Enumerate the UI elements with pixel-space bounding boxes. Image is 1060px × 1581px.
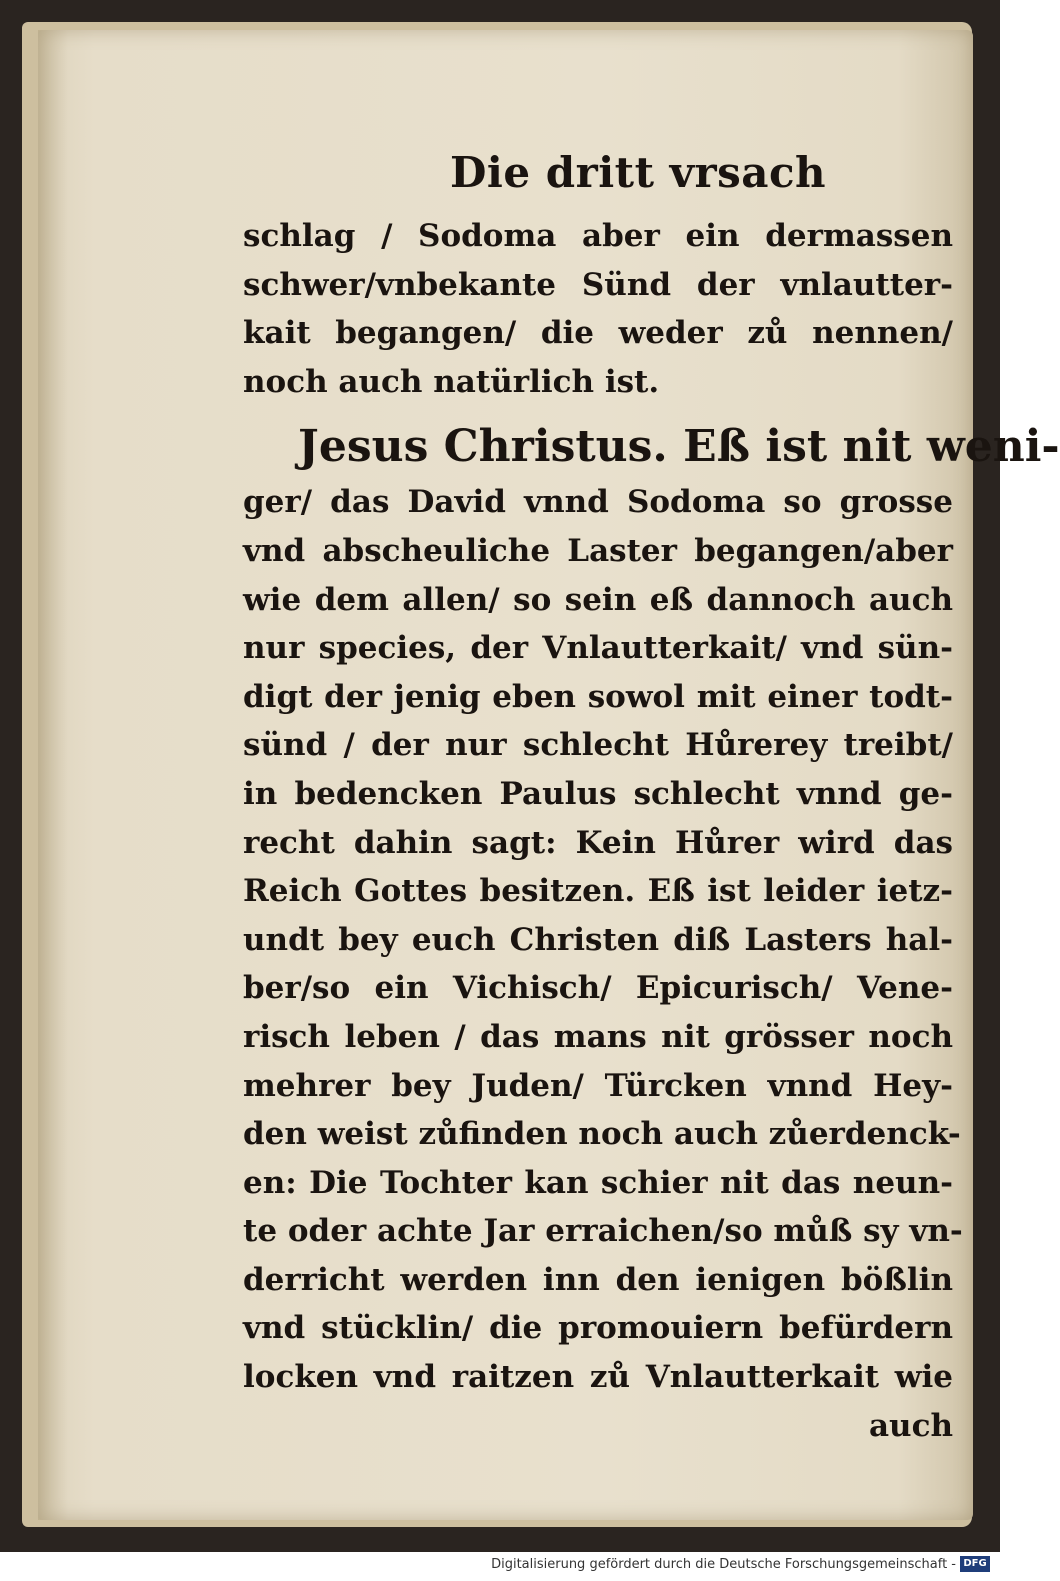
text-line: digt der jenig eben sowol mit einer todt-	[243, 678, 953, 715]
dfg-logo: DFG	[960, 1556, 990, 1572]
text-line: risch leben / das mans nit grösser noch	[243, 1018, 953, 1055]
text-line: ger/ das David vnnd Sodoma so grosse	[243, 484, 953, 521]
text-line: Reich Gottes besitzen. Eß ist leider ietz-	[243, 873, 953, 910]
text-line: te oder achte Jar erraichen/so můß sy vn-	[243, 1213, 963, 1250]
text-line: mehrer bey Juden/ Türcken vnnd Hey-	[243, 1067, 953, 1104]
text-line: undt bey euch Christen diß Lasters hal-	[243, 921, 953, 958]
text-line: en: Die Tochter kan schier nit das neun-	[243, 1164, 953, 1201]
text-line: sünd / der nur schlecht Hůrerey treibt/	[243, 727, 953, 764]
text-line: wie dem allen/ so sein eß dannoch auch	[243, 581, 953, 618]
funding-credit: Digitalisierung gefördert durch die Deutsche Forschungsgemeinschaft -	[491, 1557, 956, 1572]
text-line: kait begangen/ die weder zů nennen/	[243, 315, 953, 352]
text-line: in bedencken Paulus schlecht vnnd ge-	[243, 775, 953, 812]
catchword: auch	[868, 1407, 953, 1444]
body-text	[243, 212, 1060, 1450]
text-line: noch auch natürlich ist.	[243, 363, 660, 400]
text-line: locken vnd raitzen zů Vnlautterkait wie	[243, 1359, 953, 1396]
running-head: Die dritt vrsach	[450, 148, 827, 197]
text-line: ber/so ein Vichisch/ Epicurisch/ Vene-	[243, 970, 953, 1007]
text-line: derricht werden inn den ienigen bößlin	[243, 1261, 953, 1298]
page-gutter-shadow	[38, 30, 68, 1520]
text-line: schwer/vnbekante Sünd der vnlautter-	[243, 266, 953, 303]
text-line: recht dahin sagt: Kein Hůrer wird das	[243, 824, 953, 861]
paragraph-start-line: Jesus Christus. Eß ist nit weni-	[298, 421, 1060, 473]
text-line: vnd stücklin/ die promouiern befürdern	[243, 1310, 953, 1347]
text-line: nur species, der Vnlautterkait/ vnd sün-	[243, 630, 953, 667]
text-line: schlag / Sodoma aber ein dermassen	[243, 218, 953, 254]
text-line: den weist zůfinden noch auch zůerdenck-	[243, 1116, 961, 1153]
text-line: vnd abscheuliche Laster begangen/aber	[243, 532, 953, 569]
